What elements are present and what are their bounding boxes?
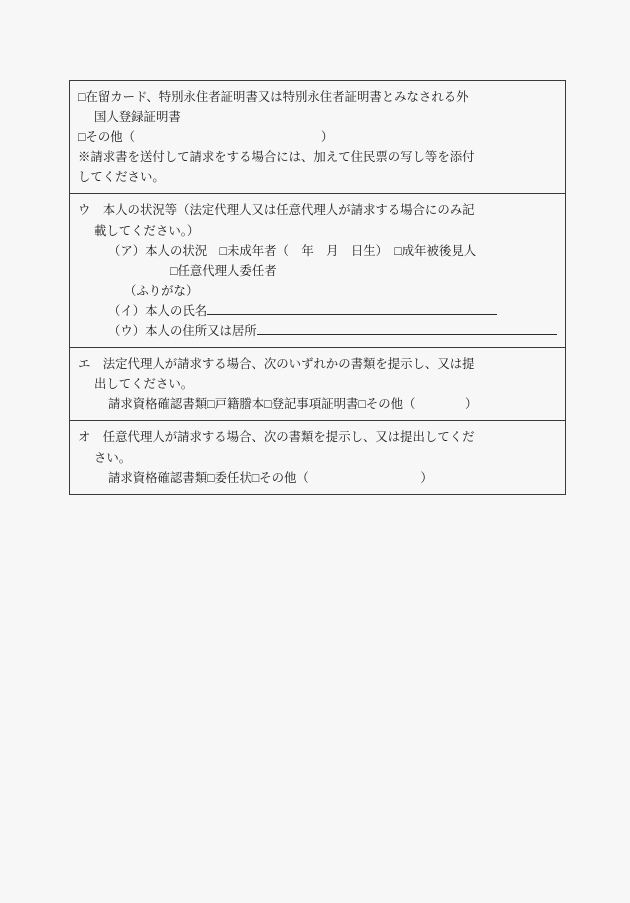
text-line: してください。 <box>78 170 165 185</box>
text-line: □その他（ ） <box>78 130 334 145</box>
text-line: 出してください。 <box>94 377 194 392</box>
text-line: （ア）本人の状況 □未成年者（ 年 月 日生） □成年被後見人 <box>108 243 477 258</box>
text-line: ウ 本人の状況等（法定代理人又は任意代理人が請求する場合にのみ記 <box>78 203 475 218</box>
text-line: オ 任意代理人が請求する場合、次の書類を提示し、又は提出してくだ <box>78 430 475 445</box>
name-input-rule[interactable] <box>207 302 497 315</box>
address-field-label: （ウ）本人の住所又は居所 <box>108 324 257 339</box>
section-e-legal-agent <box>70 348 566 421</box>
text-line: 載してください。） <box>94 223 200 238</box>
form-table <box>69 80 566 495</box>
text-line: さい。 <box>94 450 132 465</box>
name-field-line <box>78 301 557 321</box>
text-line: （ふりがな） <box>124 283 199 298</box>
text-line: 国人登録証明書 <box>94 110 181 125</box>
table-row <box>70 81 566 194</box>
text-line: エ 法定代理人が請求する場合、次のいずれかの書類を提示し、又は提 <box>78 357 475 372</box>
table-row <box>70 421 566 494</box>
table-row <box>70 348 566 421</box>
text-line: 請求資格確認書類□戸籍謄本□登記事項証明書□その他（ ） <box>108 397 478 412</box>
text-line: □任意代理人委任者 <box>170 263 277 278</box>
section-o-voluntary-agent <box>70 421 566 494</box>
address-input-rule[interactable] <box>257 322 557 335</box>
table-row <box>70 194 566 348</box>
section-u-status <box>70 194 566 348</box>
section-residence-card <box>70 81 566 194</box>
text-line: ※請求書を送付して請求をする場合には、加えて住民票の写し等を添付 <box>78 150 475 165</box>
text-line: 請求資格確認書類□委任状□その他（ ） <box>108 470 433 485</box>
address-field-line <box>78 321 557 341</box>
name-field-label: （イ）本人の氏名 <box>108 303 208 318</box>
text-line: □在留カード、特別永住者証明書又は特別永住者証明書とみなされる外 <box>78 90 469 104</box>
